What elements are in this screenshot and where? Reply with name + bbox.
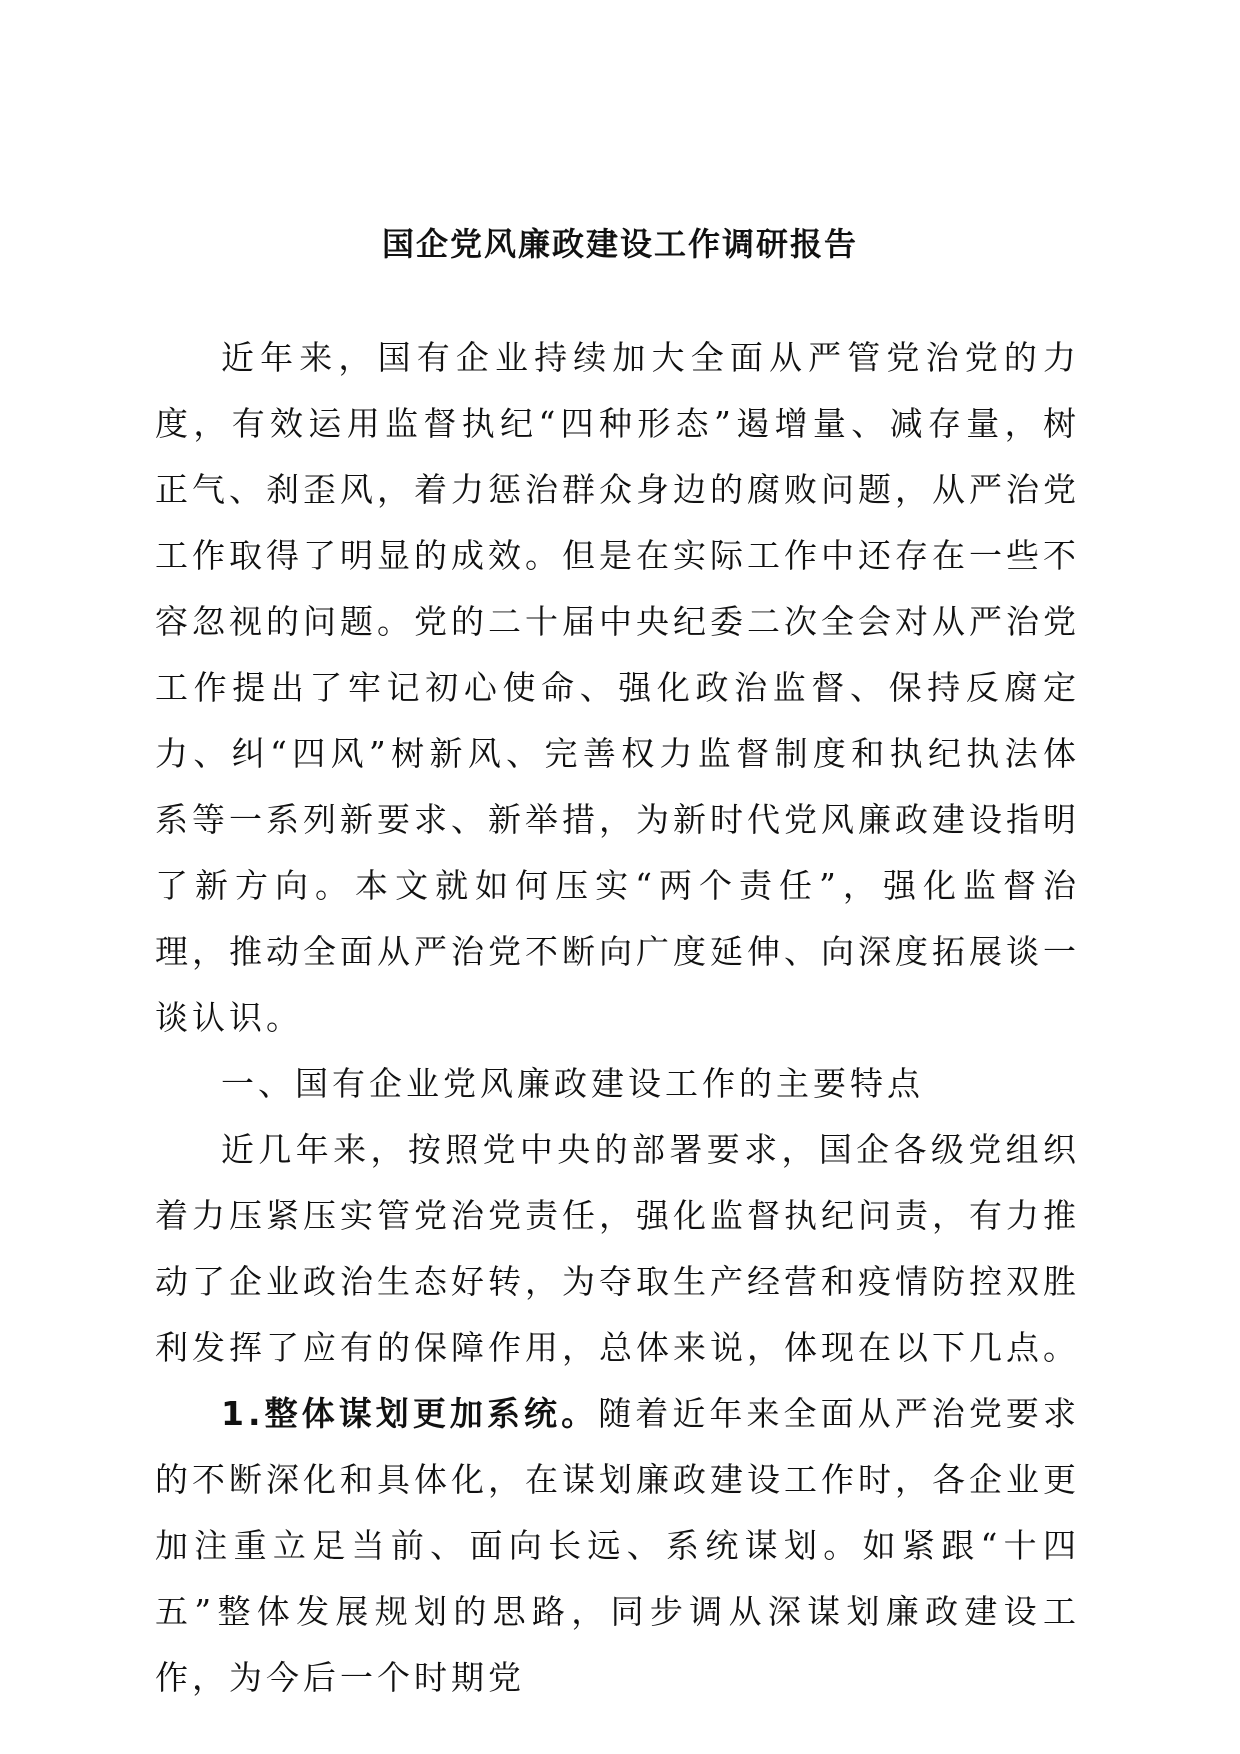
paragraph-text: 近几年来，按照党中央的部署要求，国企各级党组织着力压紧压实管党治党责任，强化监督执纪问责，有力推动了企业政治生态好转，为夺取生产经营和疫情防控双胜利发挥了应有的保障作用，总体来说，体现在以下几点。 [155, 1130, 1080, 1367]
section-heading-text: 一、国有企业党风廉政建设工作的主要特点 [221, 1064, 924, 1103]
paragraph-overview [155, 1117, 1080, 1381]
document-title: 国企党风廉政建设工作调研报告 [381, 225, 858, 263]
paragraph-point-1 [155, 1381, 1080, 1711]
paragraph-lead: 1.整体谋划更加系统。 [221, 1394, 599, 1433]
paragraph-text: 近年来，国有企业持续加大全面从严管党治党的力度，有效运用监督执纪“四种形态”遏增量、减存量，树正气、刹歪风，着力惩治群众身边的腐败问题，从严治党工作取得了明显的成效。但是在实际工作中还存在一些不容忽视的问题。党的二十届中央纪委二次全会对从严治党工作提出了牢记初心使命、强化政治监督、保持反腐定力、纠“四风”树新风、完善权力监督制度和执纪执法体系等一系列新要求、新举措，为新时代党风廉政建设指明了新方向。本文就如何压实“两个责任”，强化监督治理，推动全面从严治党不断向广度延伸、向深度拓展谈一谈认识。 [155, 338, 1080, 1037]
paragraph-intro [155, 325, 1080, 1051]
paragraph-text: 随着近年来全面从严治党要求的不断深化和具体化，在谋划廉政建设工作时，各企业更加注重立足当前、面向长远、系统谋划。如紧跟“十四五”整体发展规划的思路，同步调从深谋划廉政建设工作，为今后一个时期党 [155, 1394, 1081, 1697]
document-body [155, 325, 1080, 1711]
section-heading [155, 1051, 1080, 1117]
